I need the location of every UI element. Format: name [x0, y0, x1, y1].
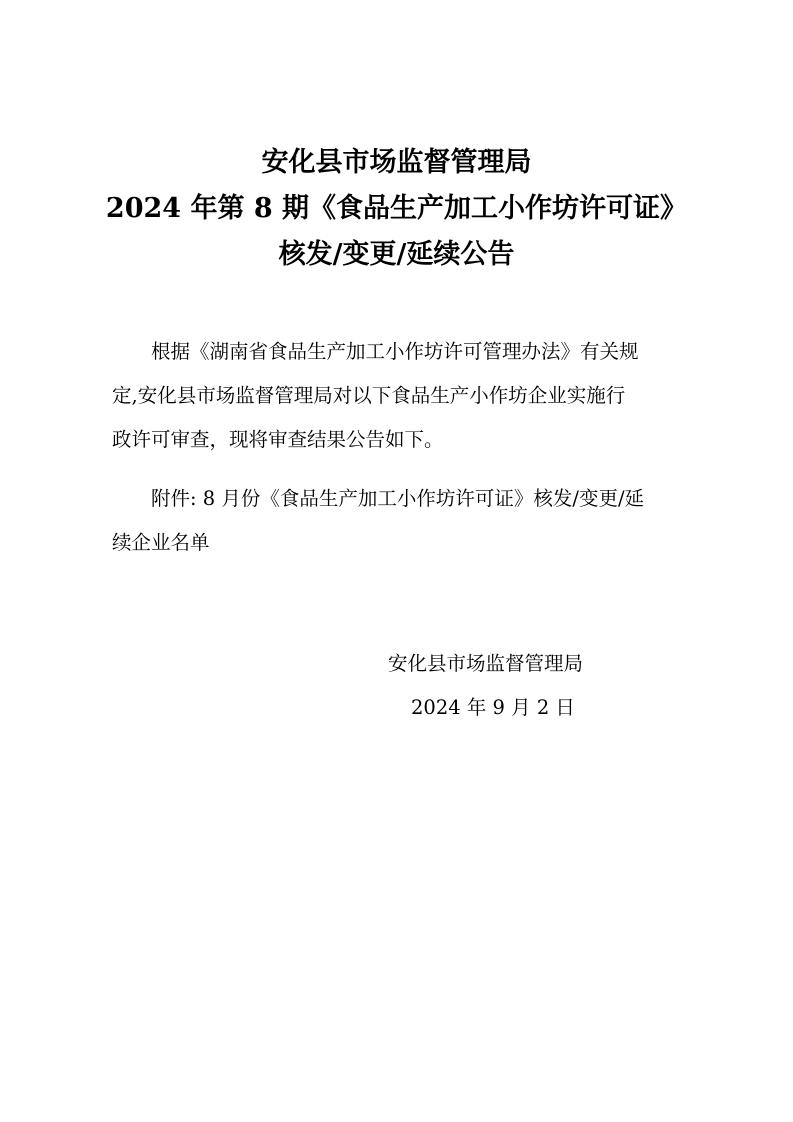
- body-line-1: 根据《湖南省食品生产加工小作坊许可管理办法》有关规: [151, 340, 639, 363]
- title-line-2: 2024 年第 8 期《食品生产加工小作坊许可证》: [105, 193, 688, 224]
- signature-date: 2024 年 9 月 2 日: [411, 696, 575, 719]
- attachment-line-1: 附件: 8 月份《食品生产加工小作坊许可证》核发/变更/延: [151, 487, 645, 510]
- signature-issuer: 安化县市场监督管理局: [388, 652, 584, 675]
- body-line-2: 定,安化县市场监督管理局对以下食品生产小作坊企业实施行: [112, 384, 626, 407]
- title-line-3: 核发/变更/延续公告: [278, 239, 515, 270]
- title-line-1: 安化县市场监督管理局: [261, 147, 532, 178]
- body-line-3: 政许可审查，现将审查结果公告如下。: [112, 428, 444, 451]
- attachment-line-2: 续企业名单: [112, 531, 210, 554]
